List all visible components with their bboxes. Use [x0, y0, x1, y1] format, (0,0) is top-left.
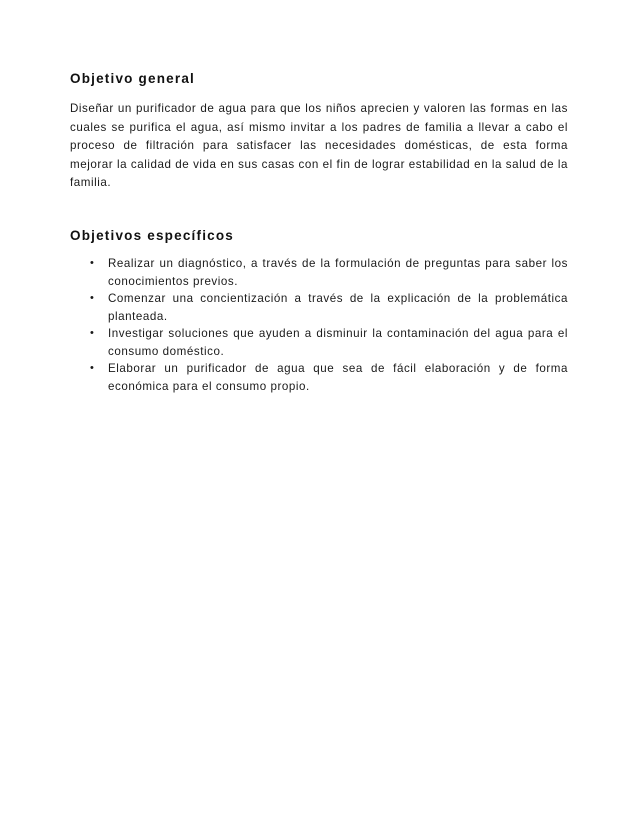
bullet-icon: • — [90, 327, 95, 339]
list-item — [70, 290, 568, 325]
bullet-icon: • — [90, 257, 95, 269]
list-item-text: Comenzar una concientización a través de la explicación de la problemática planteada. — [108, 292, 568, 323]
specific-objectives-list — [70, 255, 568, 395]
general-objective-heading: Objetivo general — [70, 71, 195, 86]
list-item-text: Elaborar un purificador de agua que sea de fácil elaboración y de forma económica para el consumo propio. — [108, 362, 568, 393]
list-item-text: Realizar un diagnóstico, a través de la formulación de preguntas para saber los conocimientos previos. — [108, 257, 568, 288]
specific-objectives-heading: Objetivos específicos — [70, 228, 235, 243]
general-objective-paragraph: Diseñar un purificador de agua para que los niños aprecien y valoren las formas en las cuales se purifica el agua, así mismo invitar a los padres de familia a llevar a cabo el proceso de filtración para satisfacer las necesidades domésticas, de esta forma mejorar la calidad de vida en sus casas con el fin de lograr estabilidad en la salud de la familia. — [70, 102, 568, 189]
list-item — [70, 255, 568, 290]
list-item-text: Investigar soluciones que ayuden a disminuir la contaminación del agua para el consumo doméstico. — [108, 327, 568, 358]
bullet-icon: • — [90, 292, 95, 304]
bullet-icon: • — [90, 362, 95, 374]
list-item — [70, 325, 568, 360]
list-item — [70, 360, 568, 395]
